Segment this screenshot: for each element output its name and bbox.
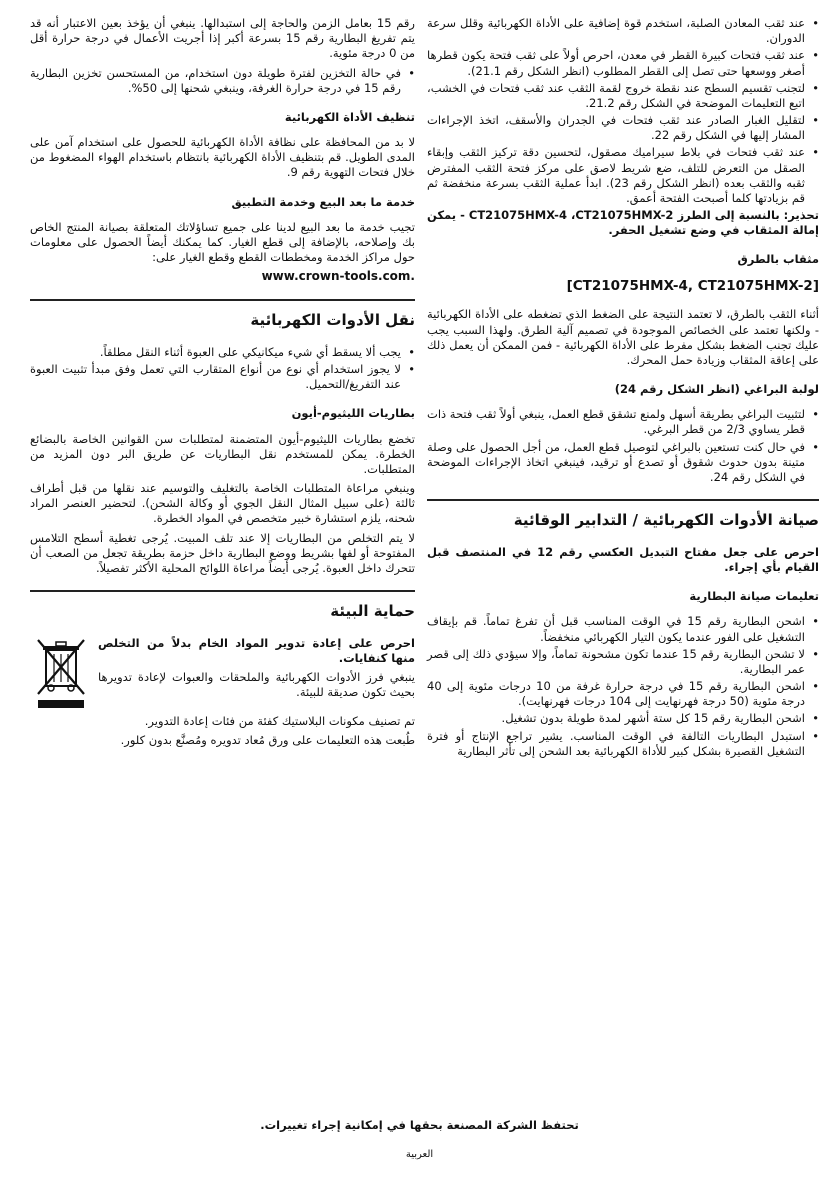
- lithium-paragraph: لا يتم التخلص من البطاريات إلا عند تلف المبيت. يُرجى تغطية أسطح التلامس المفتوحة أو لفها بشريط ووضع البطارية داخل حزمة بطريقة تجعل من الصعب أن تتحرك داخل العبوة. يُرجى أيضاً مراعاة اللوائح المحلية الأكثر تفصيلاً.: [30, 530, 415, 575]
- crossed-bin-icon: [30, 636, 88, 714]
- right-column: [427, 16, 819, 761]
- list-item: • لا يجوز استخدام أي نوع من أنواع المتقارب التي تعمل وفق مبدأ تثبيت العبوة عند التفريغ/التحميل.: [30, 362, 415, 392]
- screwdriving-heading: لولبة البراغي (انظر الشكل رقم 24): [614, 382, 819, 397]
- recycle-paragraph: طُبعت هذه التعليمات على ورق مُعاد تدويره ومُصنَّع بدون كلور.: [120, 733, 415, 748]
- recycle-note: احرص على إعادة تدوير المواد الخام بدلاً من التخلص منها كنفايات.: [98, 635, 415, 666]
- section-divider: [30, 299, 415, 301]
- list-item: • لتجنب تقسيم السطح عند نقطة خروج لقمة الثقب عند ثقب فتحات في الخشب، اتبع التعليمات الموضحة في الشكل رقم 21.2.: [427, 81, 819, 111]
- hammer-drill-models: [CT21075HMX-4, CT21075HMX-2]: [566, 277, 819, 294]
- transport-title: نقل الأدوات الكهربائية: [250, 311, 415, 330]
- lithium-paragraph: وينبغي مراعاة المتطلبات الخاصة بالتغليف والتوسيم عند نقلها من قبل أطراف ثالثة (على سبيل المثال النقل الجوي أو وكالة الشحن). لتحضير العنصر المراد شحنه، يلزم استشارة خبير متخصص في المواد الخطرة.: [30, 481, 415, 526]
- battery-care-list: [427, 614, 819, 759]
- list-item: • عند ثقب المعادن الصلبة، استخدم قوة إضافية على الأداة الكهربائية وقلل سرعة الدوران.: [427, 16, 819, 46]
- recycle-paragraph: تم تصنيف مكونات البلاستيك كفئة من فئات إعادة التدوير.: [144, 714, 415, 729]
- hammer-drill-heading: مثقاب بالطرق: [737, 252, 819, 267]
- transport-list: [30, 345, 415, 393]
- service-url: www.crown-tools.com.: [261, 269, 415, 284]
- environment-title: حماية البيئة: [330, 602, 415, 621]
- storage-list: [30, 66, 415, 96]
- service-text: تجيب خدمة ما بعد البيع لدينا على جميع تساؤلاتك المتعلقة بصيانة المنتج الخاص بك وإصلاحه، بالإضافة إلى قطع الغيار. كما يمكنك أيضاً الحصول على معلومات حول مراكز الخدمة ومخططات القطع وقطع الغيار على:: [30, 219, 415, 265]
- battery-continuation-text: رقم 15 بعامل الزمن والحاجة إلى استبدالها. ينبغي أن يؤخذ بعين الاعتبار أنه قد يتم تفريغ البطارية رقم 15 بسرعة أكبر إذا أجريت الأعمال في درجة حرارة أقل من 0 درجة مئوية.: [30, 16, 415, 61]
- section-divider: [30, 590, 415, 592]
- maintenance-title: صيانة الأدوات الكهربائية / التدابير الوقائية: [513, 511, 819, 530]
- list-item: • يجب ألا يسقط أي شيء ميكانيكي على العبوة أثناء النقل مطلقاً.: [30, 345, 415, 360]
- list-item: • لا تشحن البطارية رقم 15 عندما تكون مشحونة تماماً، وإلا سيؤدي ذلك إلى قصر عمر البطارية.: [427, 647, 819, 677]
- recycle-paragraph: ينبغي فرز الأدوات الكهربائية والملحقات والعبوات لإعادة تدويرها بحيث تكون صديقة للبيئة.: [98, 670, 415, 700]
- manufacturer-note: تحتفظ الشركة المصنعة بحقها في إمكانية إجراء تغييرات.: [260, 1118, 579, 1132]
- list-item: • في حالة التخزين لفترة طويلة دون استخدام، من المستحسن تخزين البطارية رقم 15 في درجة حرارة الغرفة، وينبغي شحنها إلى 50%.: [30, 66, 415, 96]
- list-item: • اشحن البطارية رقم 15 في الوقت المناسب قبل أن تفرغ تماماً. قم بإيقاف التشغيل على الفور عندما يكون التيار الكهربائي منخفضاً.: [427, 614, 819, 644]
- list-item: • عند ثقب فتحات كبيرة القطر في معدن، احرص أولاً على ثقب فتحة يكون قطرها أصغر ووسعها حتى تصل إلى القطر المطلوب (انظر الشكل رقم 21.1).: [427, 48, 819, 78]
- environment-text: [98, 636, 415, 714]
- maintenance-note: احرص على جعل مفتاح التبديل العكسي رقم 12 في المنتصف قبل القيام بأي إجراء.: [427, 544, 819, 575]
- service-heading: خدمة ما بعد البيع وخدمة التطبيق: [231, 194, 415, 209]
- drilling-tips-list: [427, 16, 819, 206]
- lithium-paragraph: تخضع بطاريات الليثيوم-أيون المتضمنة لمتطلبات سن القوانين الخاصة بالبضائع الخطرة. يمكن للمستخدم نقل البطاريات عن طريق البر دون المزيد من المتطلبات.: [30, 431, 415, 476]
- environment-block: [30, 636, 415, 714]
- section-divider: [427, 499, 819, 501]
- list-item: • في حال كنت تستعين بالبراغي لتوصيل قطع العمل، من أجل الحصول على وصلة متينة بدون حدوث شقوق أو تصدع أو ترقيد، فينبغي اتخاذ الإجراءات الموضحة في الشكل رقم 24.: [427, 440, 819, 486]
- lithium-heading: بطاريات الليثيوم-أيون: [291, 406, 415, 421]
- hammer-drill-text: أثناء الثقب بالطرق، لا تعتمد النتيجة على الضغط الذي تضغطه على الأداة الكهربائية - ولكنها تعتمد على الخصائص الموجودة في تصميم آلية الطرق. ولهذا السبب يجب عليك تجنب الضغط بشكل مفرط على الأداة الكهربائية - فمن الممكن أن يعمل ذلك على إعاقة المثقاب وزيادة حمل المحرك.: [427, 307, 819, 367]
- list-item: • لتقليل الغبار الصادر عند ثقب فتحات في الجدران والأسقف، اتخذ الإجراءات المشار إليها في الشكل رقم 22.: [427, 113, 819, 143]
- list-item: • لتثبيت البراغي بطريقة أسهل ولمنع تشقق قطع العمل، ينبغي أولاً ثقب فتحة ذات قطر يساوي 2/3 من قطر البرغي.: [427, 407, 819, 437]
- cleaning-heading: تنظيف الأداة الكهربائية: [284, 109, 415, 124]
- screwdriving-list: [427, 407, 819, 485]
- list-item: • اشحن البطارية رقم 15 في درجة حرارة غرفة من 10 درجات مئوية إلى 40 درجة مئوية (50 درجة فهرنهايت إلى 104 درجات فهرنهايت).: [427, 679, 819, 709]
- left-column: [30, 16, 415, 752]
- list-item: • اشحن البطارية رقم 15 كل ستة أشهر لمدة طويلة بدون تشغيل.: [427, 711, 819, 726]
- page-language-label: العربية: [405, 1149, 434, 1160]
- list-item: • عند ثقب فتحات في بلاط سيراميك مصقول، لتحسين دقة تركيز الثقب وإبقاء الصقل من التعرض للتلف، ضع شريط لاصق على مركز فتحة الثقب المفترض ثقبه والثقب بعده (انظر الشكل رقم 23). ابدأ عملية الثقب بسرعة منخفضة ثم قم بزيادتها كلما أصبحت الفتحة أعمق.: [427, 145, 819, 206]
- cleaning-text: لا بد من المحافظة على نظافة الأداة الكهربائية للحصول على استخدام آمن على المدى الطويل. قم بتنظيف الأداة الكهربائية بانتظام باستخدام الهواء المضغوط من خلال فتحات التهوية رقم 9.: [30, 135, 415, 180]
- list-item: • استبدل البطاريات التالفة في الوقت المناسب. يشير تراجع الإنتاج أو فترة التشغيل القصيرة بشكل كبير للأداة الكهربائية بعد الشحن إلى تأثر البطارية: [427, 729, 819, 759]
- battery-care-heading: تعليمات صيانة البطارية: [689, 589, 819, 604]
- tilt-warning: تحذير: بالنسبة إلى الطرز CT21075HMX-4 ،CT21075HMX-2 - يمكن إمالة المثقاب في وضع تشغيل الحفر.: [427, 208, 819, 238]
